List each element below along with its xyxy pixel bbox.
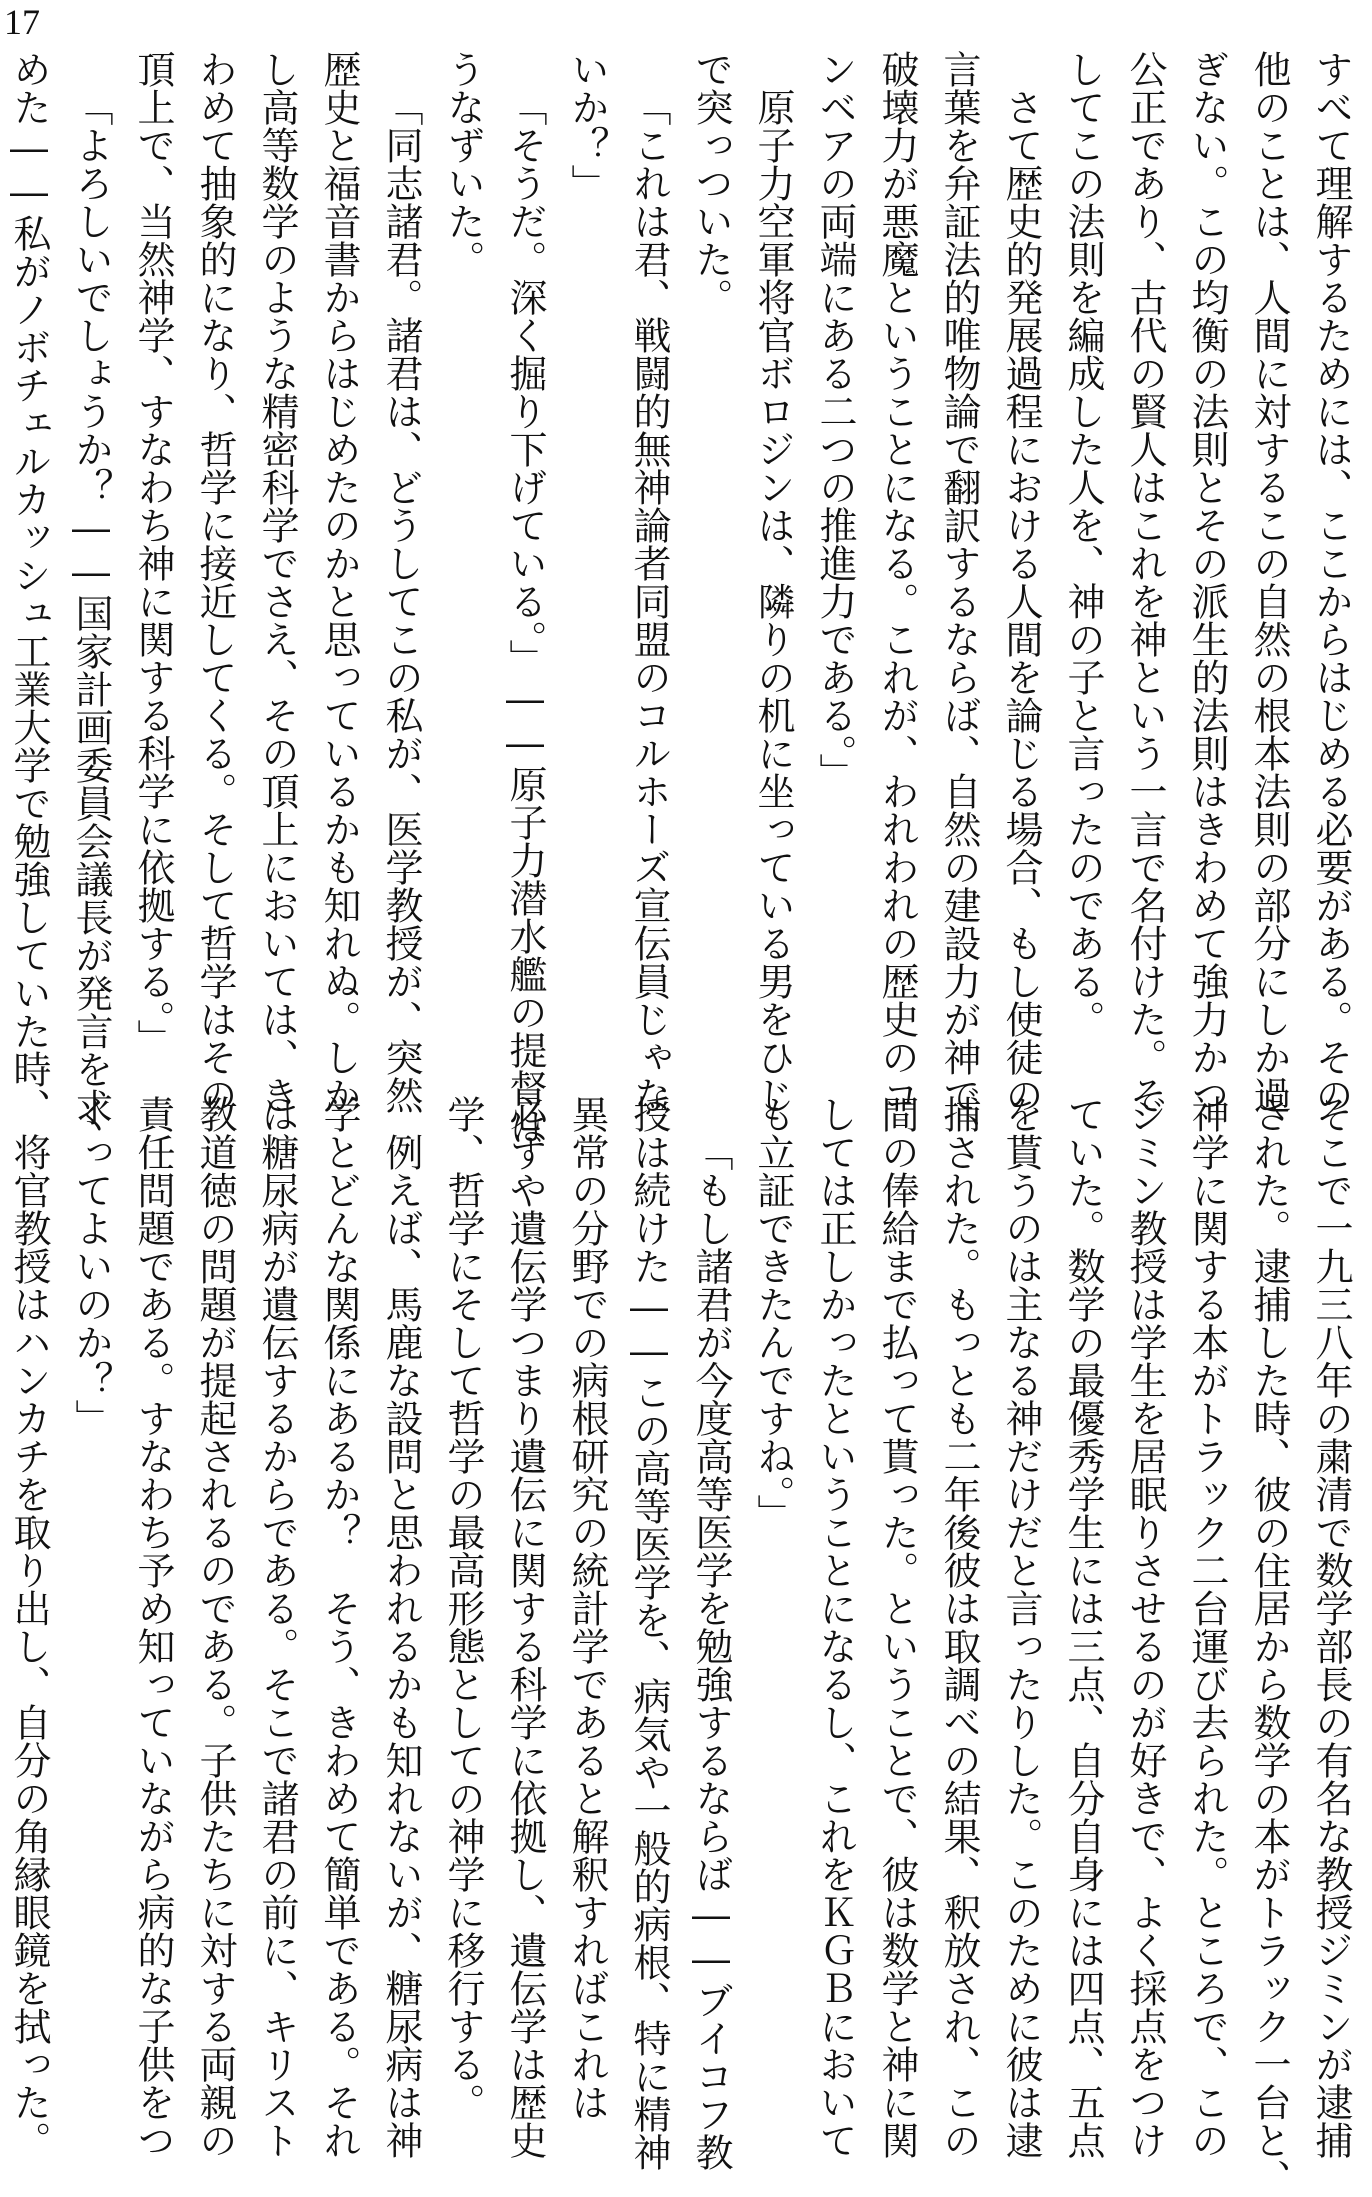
text-line: いか？」: [565, 50, 609, 202]
text-line: 学、哲学にそして哲学の最高形態としての神学に移行する。: [441, 1095, 485, 2121]
lower-text-block: [7, 1095, 1362, 2197]
text-line: 神学に関する本がトラック二台運び去られた。ところで、この: [1185, 1095, 1229, 2159]
text-line: 捕された。もっとも二年後彼は取調べの結果、釈放され、この: [937, 1095, 981, 2159]
text-line: 破壊力が悪魔ということになる。これが、われわれの歴史のコ: [875, 50, 919, 1114]
text-line: 間の俸給まで払って貰った。ということで、彼は数学と神に関: [875, 1095, 919, 2159]
text-line: で突っついた。: [689, 50, 733, 316]
text-line: めた――私がノボチェルカッシュ工業大学で勉強していた時、: [7, 50, 51, 1126]
text-line: そこで一九三八年の粛清で数学部長の有名な教授ジミンが逮捕: [1309, 1095, 1353, 2159]
text-line: 教道徳の問題が提起されるのである。子供たちに対する両親の: [193, 1095, 237, 2159]
text-line: 頂上で、当然神学、すなわち神に関する科学に依拠する。」: [131, 50, 175, 1057]
text-line: 将官教授はハンカチを取り出し、自分の角縁眼鏡を拭った。: [7, 1133, 51, 2159]
page-number: 17: [4, 2, 40, 42]
text-line: 「これは君、戦闘的無神論者同盟のコルホーズ宣伝員じゃな: [627, 88, 671, 1114]
text-line: 必ずや遺伝学つまり遺伝に関する科学に依拠し、遺伝学は歴史: [503, 1095, 547, 2159]
text-line: ジミン教授は学生を居眠りさせるのが好きで、よく採点をつけ: [1123, 1095, 1167, 2159]
text-line: 原子力空軍将官ボロジンは、隣りの机に坐っている男をひじ: [751, 88, 795, 1114]
text-line: うなずいた。: [441, 50, 485, 278]
text-line: 言葉を弁証法的唯物論で翻訳するならば、自然の建設力が神で、: [937, 50, 981, 1152]
text-line: 授は続けた――この高等医学を、病気や一般的病根、特に精神: [627, 1095, 671, 2171]
text-line: 学とどんな関係にあるか？ そう、きわめて簡単である。それ: [317, 1095, 361, 2159]
text-line: ていた。数学の最優秀学生には三点、自分自身には四点、五点: [1061, 1095, 1105, 2159]
text-line: しては正しかったということになるし、これをＫＧＢにおいて: [813, 1095, 857, 2159]
text-line: 「そうだ。深く掘り下げている。」――原子力潜水艦の提督は: [503, 88, 547, 1145]
text-line: 「同志諸君。諸君は、どうしてこの私が、医学教授が、突然: [379, 88, 423, 1114]
text-line: 異常の分野での病根研究の統計学であると解釈すればこれは: [565, 1095, 609, 2121]
text-line: された。逮捕した時、彼の住居から数学の本がトラック一台と、: [1247, 1095, 1291, 2197]
text-line: くってよいのか？」: [69, 1095, 113, 1437]
text-line: 「もし諸君が今度高等医学を勉強するならば――ブイコフ教: [689, 1133, 733, 2171]
text-line: すべて理解するためには、ここからはじめる必要がある。その: [1309, 50, 1353, 1114]
text-line: ンベアの両端にある二つの推進力である。」: [813, 50, 857, 791]
text-line: 歴史と福音書からはじめたのかと思っているかも知れぬ。しか: [317, 50, 361, 1114]
text-line: してこの法則を編成した人を、神の子と言ったのである。: [1061, 50, 1105, 1038]
text-line: 公正であり、古代の賢人はこれを神という一言で名付けた。そ: [1123, 50, 1167, 1114]
text-line: 例えば、馬鹿な設問と思われるかも知れないが、糖尿病は神: [379, 1133, 423, 2159]
text-line: も立証できたんですね。」: [751, 1095, 795, 1532]
text-line: を貰うのは主なる神だけだと言ったりした。このために彼は逮: [999, 1095, 1043, 2159]
text-line: ぎない。この均衡の法則とその派生的法則はきわめて強力かつ: [1185, 50, 1229, 1114]
text-line: わめて抽象的になり、哲学に接近してくる。そして哲学はその: [193, 50, 237, 1114]
upper-text-block: [7, 50, 1362, 1152]
text-line: 他のことは、人間に対するこの自然の根本法則の部分にしか過: [1247, 50, 1291, 1114]
text-line: さて歴史的発展過程における人間を論じる場合、もし使徒の: [999, 88, 1043, 1114]
text-line: 責任問題である。すなわち予め知っていながら病的な子供をつ: [131, 1095, 175, 2159]
text-line: 「よろしいでしょうか？――国家計画委員会議長が発言を求: [69, 88, 113, 1126]
text-line: は糖尿病が遺伝するからである。そこで諸君の前に、キリスト: [255, 1095, 299, 2159]
text-line: し高等数学のような精密科学でさえ、その頂上においては、き: [255, 50, 299, 1114]
